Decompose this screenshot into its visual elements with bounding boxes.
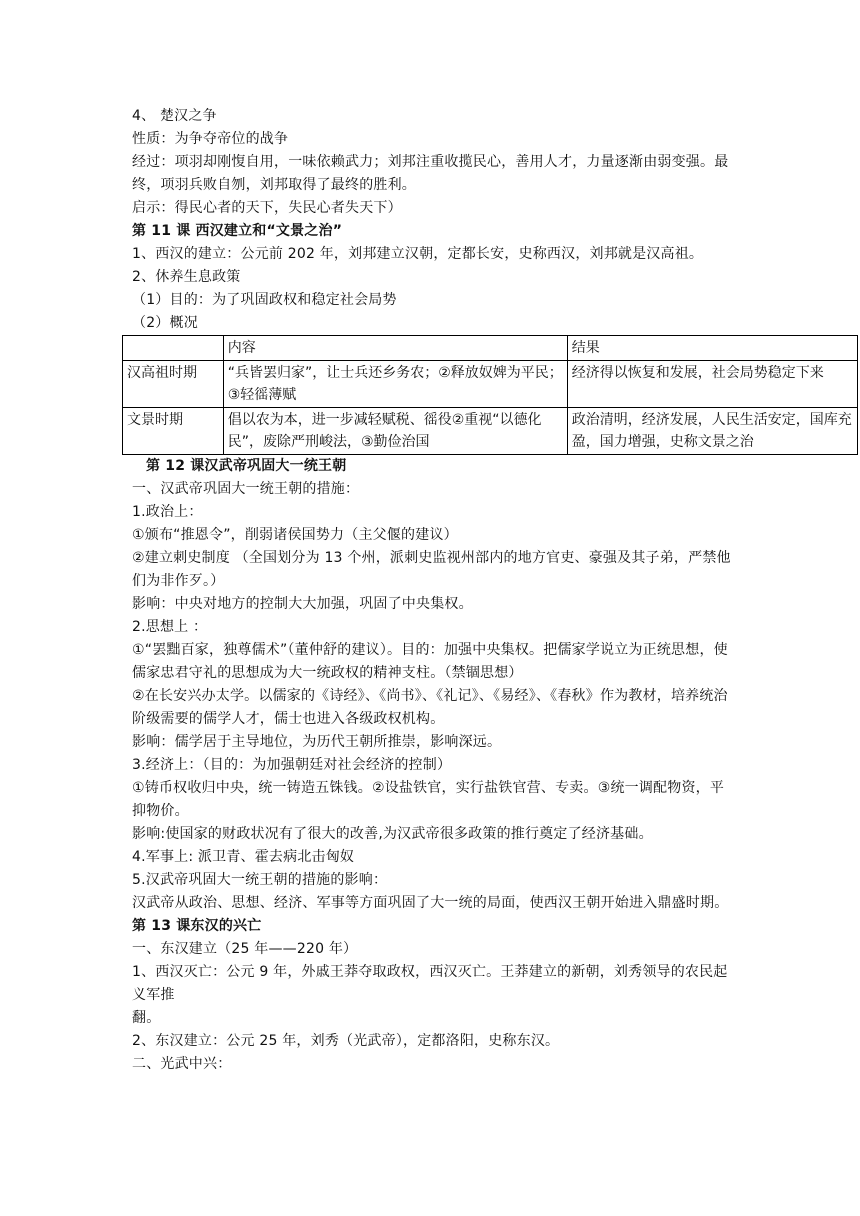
table-row bbox=[123, 361, 858, 408]
thought-impact: 影响：儒学居于主导地位，为历代王朝所推崇，影响深远。 bbox=[132, 734, 502, 750]
policy-table bbox=[122, 335, 858, 455]
politics-item-2: ②建立刺史制度 （全国划分为 13 个州，派刺史监视州部内的地方官吏、豪强及其子弟，严禁他们为非作歹。） bbox=[132, 550, 731, 589]
table-header-cell: 内容 bbox=[223, 336, 567, 361]
lesson-11-purpose: （1）目的：为了巩固政权和稳定社会局势 bbox=[132, 292, 397, 308]
table-cell-result: 政治清明，经济发展，人民生活安定，国库充盈，国力增强，史称文景之治 bbox=[567, 408, 857, 455]
table-row bbox=[123, 408, 858, 455]
thought-heading: 2.思想上 ： bbox=[132, 619, 208, 635]
document-body bbox=[127, 105, 852, 1076]
economy-item-1: ①铸币权收归中央，统一铸造五铢钱。②设盐铁官，实行盐铁官营、专卖。③统一调配物资，平抑物价。 bbox=[132, 780, 725, 819]
guangwu-revival-heading: 二、光武中兴： bbox=[132, 1056, 232, 1072]
chuhan-process: 经过：项羽却刚愎自用，一味依赖武力；刘邦注重收揽民心，善用人才，力量逐渐由弱变强。最终，项羽兵败自刎，刘邦取得了最终的胜利。 bbox=[132, 154, 729, 193]
chuhan-nature: 性质：为争夺帝位的战争 bbox=[132, 131, 289, 147]
military-item: 4.军事上: 派卫青、霍去病北击匈奴 bbox=[132, 849, 355, 865]
chuhan-lesson: 启示：得民心者的天下，失民心者失天下） bbox=[132, 200, 402, 216]
table-header-cell bbox=[123, 336, 224, 361]
economy-heading: 3.经济上：（目的：为加强朝廷对社会经济的控制） bbox=[132, 757, 452, 773]
lesson-12-measures-heading: 一、汉武帝巩固大一统王朝的措施： bbox=[132, 481, 360, 497]
table-cell-result: 经济得以恢复和发展，社会局势稳定下来 bbox=[567, 361, 857, 408]
lesson-11-founding: 1、西汉的建立：公元前 202 年，刘邦建立汉朝，定都长安，史称西汉，刘邦就是汉高祖。 bbox=[132, 246, 704, 262]
table-header-row bbox=[123, 336, 858, 361]
table-cell-content: 倡以农为本，进一步减轻赋税、徭役②重视“以德化民”，废除严刑峻法，③勤俭治国 bbox=[223, 408, 567, 455]
western-han-fall-line-1: 1、西汉灭亡：公元 9 年，外戚王莽夺取政权，西汉灭亡。王莽建立的新朝，刘秀领导的农民起义军推 bbox=[132, 964, 728, 1003]
impact-text: 汉武帝从政治、思想、经济、军事等方面巩固了大一统的局面，使西汉王朝开始进入鼎盛时期。 bbox=[132, 895, 729, 911]
politics-impact: 影响：中央对地方的控制大大加强，巩固了中央集权。 bbox=[132, 596, 473, 612]
lesson-11-overview: （2）概况 bbox=[132, 315, 198, 331]
eastern-han-founding-heading: 一、东汉建立（25 年——220 年） bbox=[132, 941, 358, 957]
table-cell-content: “兵皆罢归家”，让士兵还乡务农；②释放奴婢为平民；③轻徭薄赋 bbox=[223, 361, 567, 408]
lesson-12-title: 第 12 课汉武帝巩固大一统王朝 bbox=[146, 458, 347, 474]
eastern-han-founding-text: 2、东汉建立：公元 25 年，刘秀（光武帝），定都洛阳，史称东汉。 bbox=[132, 1033, 560, 1049]
table-cell-period: 文景时期 bbox=[123, 408, 224, 455]
impact-heading: 5.汉武帝巩固大一统王朝的措施的影响： bbox=[132, 872, 388, 888]
western-han-fall-line-2: 翻。 bbox=[132, 1010, 161, 1026]
lesson-11-policy-heading: 2、休养生息政策 bbox=[132, 269, 241, 285]
economy-impact: 影响:使国家的财政状况有了很大的改善,为汉武帝很多政策的推行奠定了经济基础。 bbox=[132, 826, 653, 842]
thought-item-2: ②在长安兴办太学。以儒家的《诗经》、《尚书》、《礼记》、《易经》、《春秋》作为教材，培养统治阶级需要的儒学人才，儒士也进入各级政权机构。 bbox=[132, 688, 728, 727]
thought-item-1: ①“罢黜百家，独尊儒术”（董仲舒的建议）。目的：加强中央集权。把儒家学说立为正统思想，使儒家忠君守礼的思想成为大一统政权的精神支柱。（禁锢思想） bbox=[132, 642, 728, 681]
table-cell-period: 汉高祖时期 bbox=[123, 361, 224, 408]
lesson-11-title: 第 11 课 西汉建立和“文景之治” bbox=[132, 223, 343, 239]
politics-heading: 1.政治上： bbox=[132, 504, 203, 520]
section-heading-chuhan: 4、 楚汉之争 bbox=[132, 108, 217, 124]
table-header-cell: 结果 bbox=[567, 336, 857, 361]
lesson-13-title: 第 13 课东汉的兴亡 bbox=[132, 918, 262, 934]
politics-item-1: ①颁布“推恩令”，削弱诸侯国势力（主父偃的建议） bbox=[132, 527, 458, 543]
